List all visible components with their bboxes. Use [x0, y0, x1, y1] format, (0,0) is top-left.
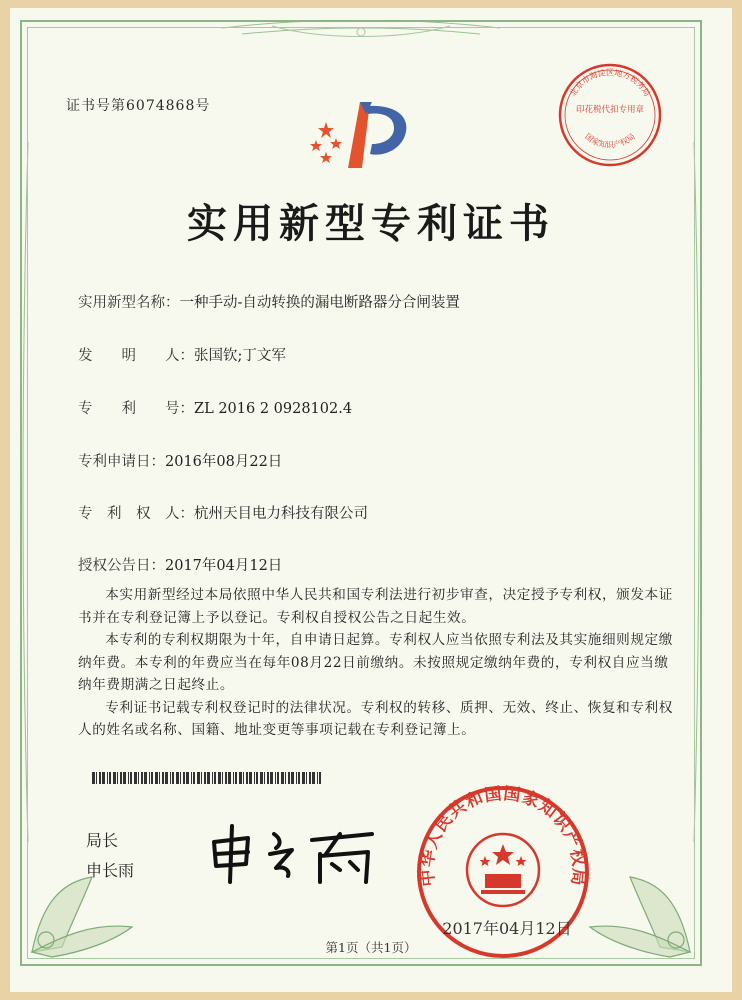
field-value: 2016年08月22日: [165, 454, 283, 470]
director-name: 申长雨: [86, 861, 135, 880]
cnipa-official-seal: [413, 782, 593, 962]
seal-date: 2017年04月12日: [442, 919, 572, 938]
field-value: 杭州天目电力科技有限公司: [194, 506, 368, 522]
seal-big-arc-text: 中华人民共和国国家知识产权局: [417, 783, 589, 888]
field-value: 2017年04月12日: [165, 558, 283, 574]
field-application-date: [78, 450, 282, 471]
cnipa-logo-icon: [300, 98, 430, 178]
field-label: 专 利 权 人：: [78, 506, 194, 522]
certificate-number: 证书号第6074868号: [66, 98, 211, 114]
paragraph-examination: 本实用新型经过本局依照中华人民共和国专利法进行初步审查，决定授予专利权，颁发本证书并在专利登记簿上予以登记。专利权自授权公告之日起生效。: [78, 587, 673, 626]
certificate-body: [78, 584, 674, 742]
field-label: 专利申请日：: [78, 454, 165, 470]
seal-small-center-text: 印花税代扣专用章: [575, 105, 645, 115]
field-patentee: [78, 502, 368, 523]
field-value: ZL 2016 2 0928102.4: [194, 401, 353, 417]
seal-small-arc-text: 北京市海淀区地方税务局: [568, 68, 652, 98]
paragraph-legal-status: 专利证书记载专利权登记时的法律状况。专利权的转移、质押、无效、终止、恢复和专利权人的姓名或名称、国籍、地址变更等事项记载在专利登记簿上。: [78, 699, 673, 738]
page-footer: 第1页（共1页）: [325, 940, 417, 955]
seal-small-bottom-text: 国家知识产权局: [583, 131, 637, 150]
field-grant-date: [78, 554, 282, 575]
field-patent-number: [78, 397, 352, 418]
national-emblem-icon: [467, 834, 539, 906]
svg-text:中华人民共和国国家知识产权局: [417, 784, 590, 888]
paragraph-term: 本专利的专利权期限为十年，自申请日起算。专利权人应当依照专利法及其实施细则规定缴纳年费。本专利的年费应当在每年08月22日前缴纳。未按照规定缴纳年费的，专利权自应当缴纳年费期满之日起终止。: [78, 632, 673, 693]
field-utility-model-name: [78, 291, 460, 312]
field-label: 实用新型名称：: [78, 295, 180, 311]
director-signature: [208, 820, 388, 890]
field-value: 张国钦;丁文军: [194, 348, 286, 364]
field-label: 专 利 号：: [78, 401, 194, 417]
certificate-title: 实用新型专利证书: [187, 200, 555, 247]
field-inventors: [78, 344, 286, 365]
svg-text:国家知识产权局: [583, 132, 636, 150]
tax-stamp-seal: [555, 60, 665, 170]
field-value: 一种手动-自动转换的漏电断路器分合闸装置: [179, 295, 460, 311]
director-title: 局长: [86, 831, 119, 850]
field-label: 授权公告日：: [78, 558, 165, 574]
barcode-icon: [92, 772, 322, 784]
field-label: 发 明 人：: [78, 348, 194, 364]
svg-text:北京市海淀区地方税务局: [567, 67, 651, 98]
